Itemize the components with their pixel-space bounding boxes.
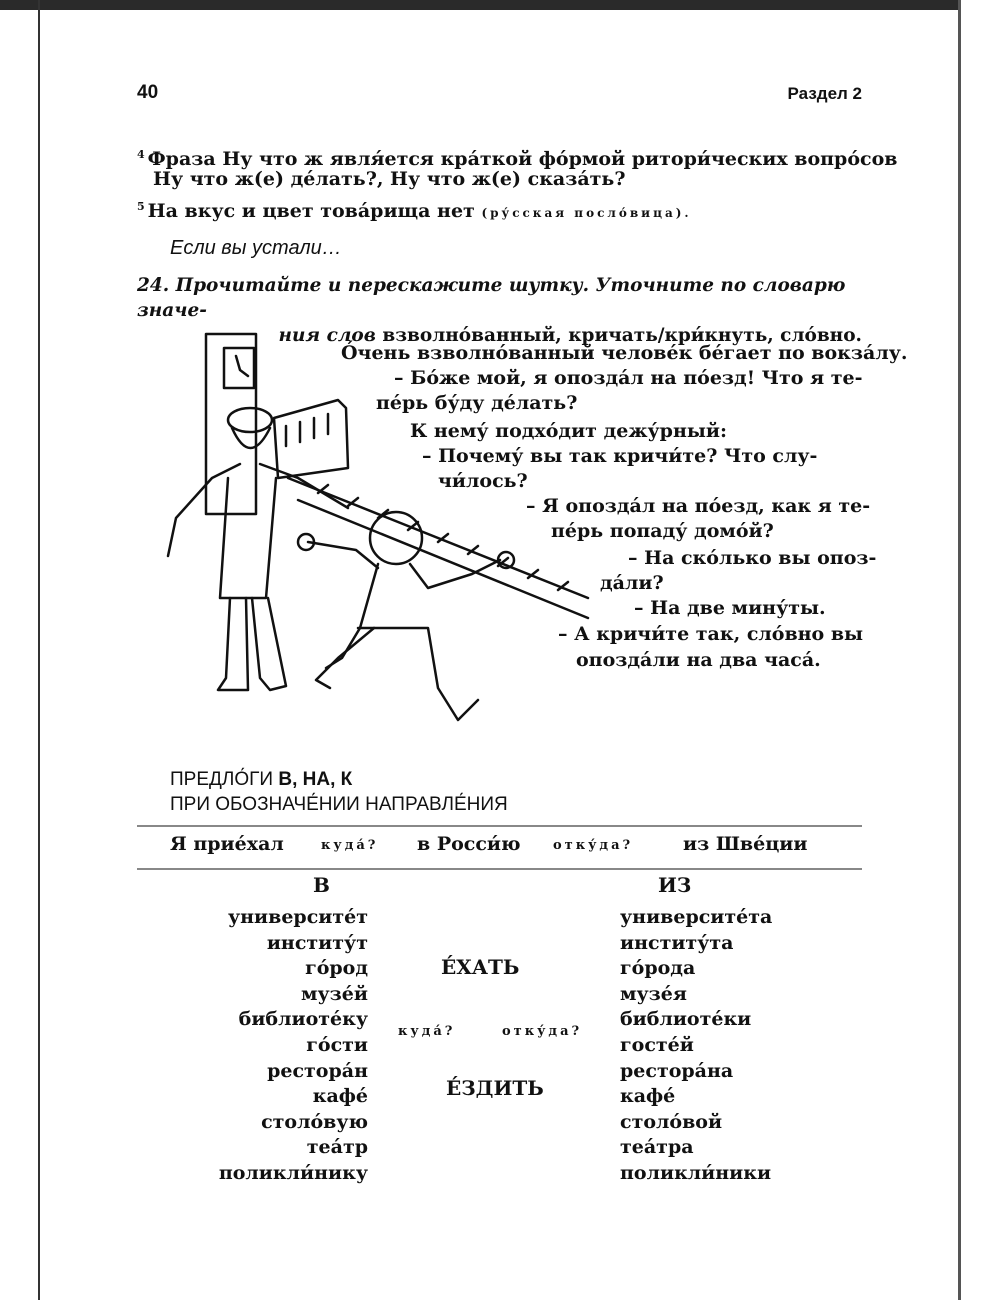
verb-ezdit: Е́ЗДИТЬ <box>446 1076 544 1100</box>
list-item: го́рода <box>620 957 696 980</box>
question-where-to: куда́? <box>321 838 379 853</box>
grammar-title-prefix: ПРЕДЛО́ГИ <box>170 769 279 790</box>
page-right-edge <box>958 0 961 1300</box>
list-item: поликли́ники <box>620 1161 772 1184</box>
list-item: столо́вой <box>620 1110 723 1133</box>
list-item: рестора́на <box>620 1059 734 1082</box>
footnote-text: Фраза Ну что ж явля́ется кра́ткой фо́рмой ритори́ческих вопро́сов <box>147 148 898 170</box>
task-number: 24. <box>137 275 170 296</box>
list-item: университе́т <box>227 906 368 928</box>
joke-line: опозда́ли на два часа́. <box>576 649 821 671</box>
list-item: кафе́ <box>312 1085 368 1108</box>
proverb-note: (ру́сская посло́вица). <box>481 206 692 220</box>
running-man-figure <box>370 512 422 564</box>
question-where-from: отку́да? <box>553 838 634 853</box>
footnote-text: На вкус и цвет това́рища нет <box>147 200 475 222</box>
joke-line: да́ли? <box>600 572 664 594</box>
list-item: го́сти <box>306 1033 368 1056</box>
grammar-title-line2: ПРИ ОБОЗНАЧЕ́НИИ НАПРАВЛЕ́НИЯ <box>170 794 508 815</box>
question-otkuda: отку́да? <box>502 1024 583 1039</box>
task-instruction-end: ния слов <box>278 325 376 346</box>
footnote-5 <box>137 194 692 226</box>
grammar-title <box>170 767 508 817</box>
joke-line: – А кричи́те так, сло́вно вы <box>558 623 864 645</box>
list-item: университе́та <box>620 906 773 928</box>
table-header-rule <box>137 868 862 870</box>
list-item: музе́я <box>620 982 687 1005</box>
table-top-rule <box>137 825 862 827</box>
attendant-figure <box>228 408 272 432</box>
joke-line: – Я опозда́л на по́езд, как я те- <box>526 495 871 517</box>
list-item: институ́та <box>620 931 734 954</box>
list-item: библиоте́ку <box>238 1008 368 1031</box>
joke-line: пе́рь попаду́ домо́й? <box>551 520 774 542</box>
origin-word-list <box>620 905 772 1187</box>
column-header-v: В <box>313 873 330 897</box>
clock-pillar <box>206 334 256 514</box>
list-item: теа́тр <box>306 1136 368 1159</box>
list-item: поликли́нику <box>218 1161 368 1184</box>
destination-word-list <box>219 905 368 1187</box>
footnote-4-line2: Ну что ж(е) де́лать?, Ну что ж(е) сказа́ть? <box>153 168 626 190</box>
joke-line: – Бо́же мой, я опозда́л на по́езд! Что я те- <box>394 367 863 389</box>
list-item: столо́вую <box>261 1110 368 1133</box>
list-item: музе́й <box>301 982 368 1005</box>
joke-line: К нему́ подхо́дит дежу́рный: <box>410 420 728 442</box>
list-item: институ́т <box>266 931 368 954</box>
top-border <box>0 0 960 10</box>
list-item: кафе́ <box>620 1085 676 1108</box>
list-item: теа́тра <box>620 1136 694 1159</box>
example-destination: в Росси́ю <box>417 833 521 855</box>
list-item: госте́й <box>620 1033 694 1056</box>
verb-ekhat: Е́ХАТЬ <box>441 955 520 979</box>
page-number: 40 <box>137 82 159 103</box>
joke-line: – Почему́ вы так кричи́те? Что слу- <box>422 445 818 467</box>
example-origin: из Шве́ции <box>683 833 808 855</box>
task-vocabulary: взволно́ванный, кричать/кри́кнуть, сло́вно. <box>382 325 862 346</box>
list-item: рестора́н <box>267 1059 368 1082</box>
joke-line: чи́лось? <box>438 470 528 492</box>
joke-line: пе́рь бу́ду де́лать? <box>376 392 578 414</box>
section-title: Раздел 2 <box>787 84 862 103</box>
footnote-number: 5 <box>137 200 145 213</box>
task-instruction: Прочитайте и перескажите шутку. Уточните по словарю значе- <box>137 275 846 321</box>
grammar-title-prepositions: В, НА, К <box>278 769 353 790</box>
footnote-number: 4 <box>137 148 145 161</box>
section-heading: Если вы устали… <box>170 237 342 259</box>
joke-line: – На две мину́ты. <box>634 597 826 619</box>
question-kuda: куда́? <box>398 1024 456 1039</box>
page-left-edge <box>38 0 40 1300</box>
list-item: библиоте́ки <box>620 1008 752 1031</box>
joke-line: О́чень взволно́ванный челове́к бе́гает по вокза́лу. <box>341 342 908 364</box>
list-item: го́род <box>305 957 368 980</box>
joke-line: – На ско́лько вы опоз- <box>628 547 877 569</box>
example-subject: Я прие́хал <box>170 833 284 855</box>
column-header-iz: ИЗ <box>658 873 692 897</box>
